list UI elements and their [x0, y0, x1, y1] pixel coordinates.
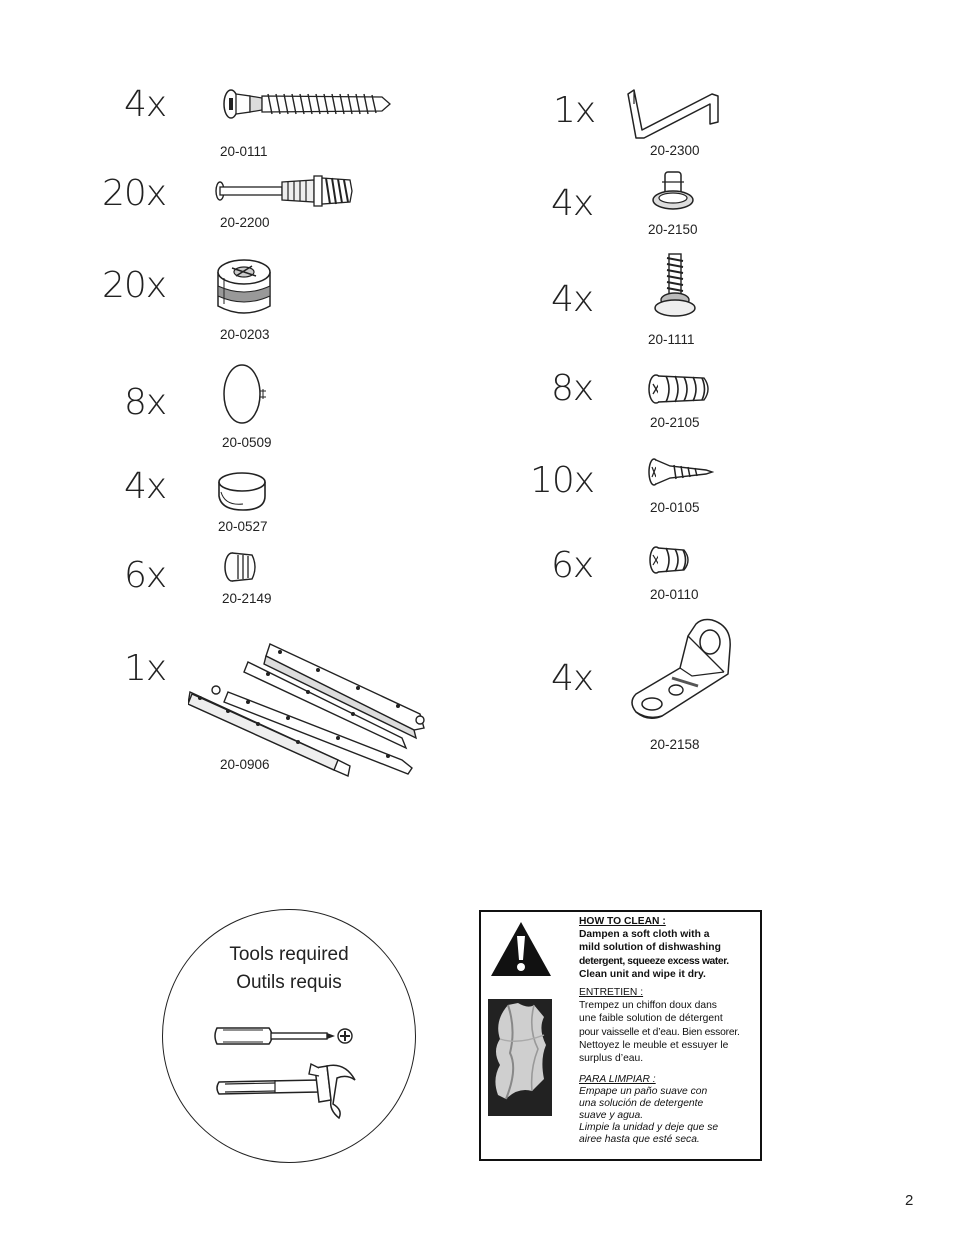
- cleaning-line-fr: Nettoyez le meuble et essuyer le: [579, 1039, 729, 1051]
- quantity-label: 10x: [530, 460, 595, 501]
- warning-icon: [489, 920, 553, 978]
- plastic-dowel-icon: [222, 550, 262, 584]
- cleaning-line-fr: une faible solution de détergent: [579, 1013, 723, 1025]
- part-code: 20-2150: [648, 222, 698, 237]
- cleaning-line-en: Dampen a soft cloth with a: [579, 929, 710, 941]
- part-code: 20-0203: [220, 327, 270, 342]
- cleaning-heading-en: HOW TO CLEAN :: [579, 916, 666, 927]
- cleaning-line-es: airee hasta que esté seca.: [579, 1133, 700, 1145]
- cleaning-line-en: mild solution of dishwashing: [579, 942, 721, 954]
- l-bracket-icon: [628, 616, 738, 722]
- cover-cap-icon: [222, 363, 270, 425]
- cleaning-text: [579, 915, 757, 1145]
- quantity-label: 4x: [551, 658, 594, 699]
- cleaning-instructions-box: [479, 910, 762, 1161]
- cleaning-heading-fr: ENTRETIEN :: [579, 987, 644, 999]
- part-code: 20-0110: [650, 587, 699, 602]
- part-code: 20-2300: [650, 143, 700, 158]
- hammer-icon: [215, 1060, 361, 1122]
- part-code: 20-2200: [220, 215, 270, 230]
- tools-title-en: Tools required: [229, 944, 349, 965]
- glide-icon: [650, 170, 698, 214]
- connector-bolt-icon: [214, 172, 356, 210]
- cleaning-line-es: suave y agua.: [579, 1110, 644, 1122]
- cleaning-line-en: Clean unit and wipe it dry.: [579, 968, 706, 980]
- cleaning-line-en: detergent, squeeze excess water.: [579, 955, 729, 967]
- quantity-label: 6x: [124, 555, 167, 596]
- part-code: 20-1111: [648, 332, 695, 347]
- page-number: 2: [905, 1192, 914, 1209]
- cam-lock-icon: [214, 256, 276, 320]
- phillips-screwdriver-icon: [213, 1022, 359, 1050]
- quantity-label: 8x: [551, 368, 594, 409]
- quantity-label: 4x: [551, 183, 594, 224]
- part-code: 20-0906: [220, 757, 270, 772]
- allen-key-icon: [624, 84, 722, 140]
- quantity-label: 20x: [102, 265, 167, 306]
- part-code: 20-2149: [222, 591, 272, 606]
- leveler-screw-icon: [652, 252, 700, 322]
- part-code: 20-0509: [222, 435, 272, 450]
- tools-title-fr: Outils requis: [236, 972, 342, 993]
- quantity-label: 8x: [124, 382, 167, 423]
- cleaning-line-fr: surplus d’eau.: [579, 1053, 644, 1065]
- part-code: 20-2158: [650, 737, 700, 752]
- quantity-label: 4x: [124, 84, 167, 125]
- wood-screw-icon: [648, 456, 714, 488]
- part-code: 20-0105: [650, 500, 700, 515]
- short-anchor-icon: [648, 544, 694, 576]
- cleaning-line-fr: pour vaisselle et d’eau. Bien essorer.: [579, 1026, 740, 1038]
- cleaning-line-es: Limpie la unidad y deje que se: [579, 1121, 719, 1133]
- cleaning-line-es: Empape un paño suave con: [579, 1086, 708, 1098]
- quantity-label: 6x: [551, 545, 594, 586]
- quantity-label: 1x: [553, 90, 596, 131]
- wall-anchor-icon: [646, 372, 716, 406]
- quantity-label: 4x: [124, 466, 167, 507]
- quantity-label: 1x: [124, 648, 167, 689]
- cleaning-line-fr: Trempez un chiffon doux dans: [579, 1000, 717, 1012]
- quantity-label: 20x: [102, 173, 167, 214]
- quantity-label: 4x: [551, 279, 594, 320]
- cam-bolt-icon: [222, 86, 392, 122]
- part-code: 20-0111: [220, 144, 268, 159]
- cleaning-heading-es: PARA LIMPIAR :: [579, 1074, 656, 1086]
- cleaning-line-es: una solución de detergente: [579, 1098, 704, 1110]
- tools-required-panel: [162, 909, 416, 1163]
- part-code: 20-2105: [650, 415, 700, 430]
- bumper-pad-icon: [215, 470, 271, 514]
- cloth-icon: [488, 999, 552, 1116]
- part-code: 20-0527: [218, 519, 268, 534]
